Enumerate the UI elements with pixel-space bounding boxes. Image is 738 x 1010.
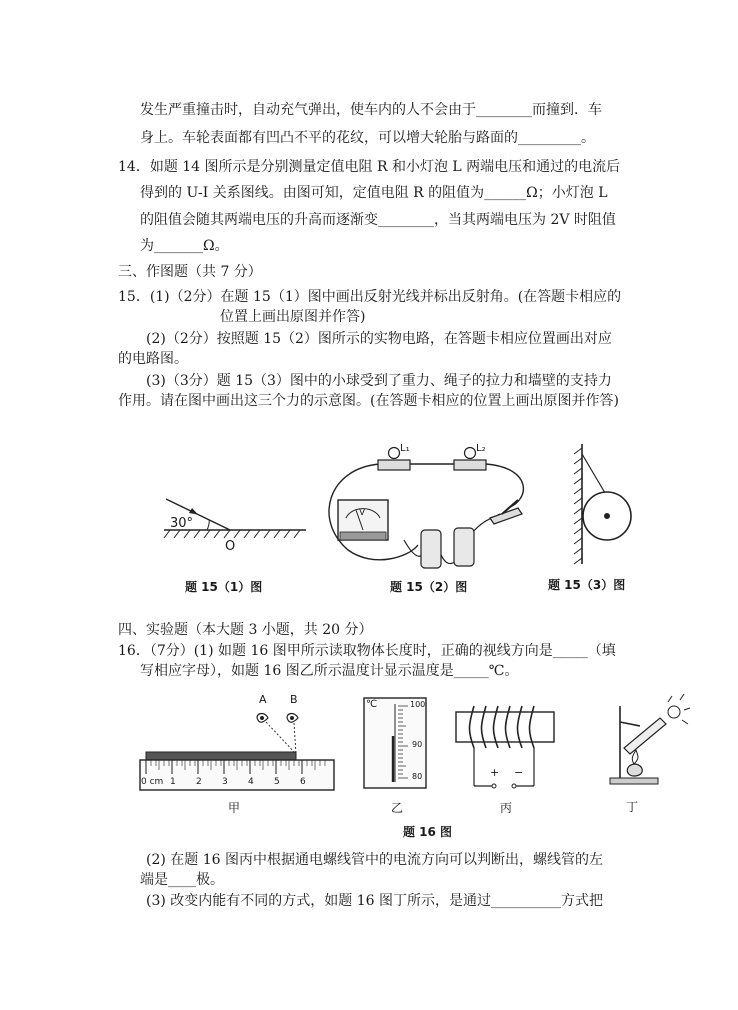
section-3-heading: 三、作图题（共 7 分） — [118, 264, 262, 280]
point-o-label: O — [225, 539, 236, 554]
question-14-line-2: 得到的 U-I 关系图线。由图可知，定值电阻 R 的阻值为______Ω；小灯泡 L — [140, 185, 608, 201]
ruler-tick-2: 2 — [196, 777, 202, 787]
figure-15-3-caption: 题 15（3）图 — [548, 578, 626, 592]
eye-b-label: B — [290, 693, 298, 706]
ruler-tick-5: 5 — [274, 777, 280, 787]
question-16-line-1: 16．（7分）(1) 如题 16 图甲所示读取物体长度时，正确的视线方向是_____（填 — [118, 643, 616, 659]
section-4-heading: 四、实验题（本大题 3 小题，共 20 分） — [118, 622, 373, 638]
figure-16-jia-ruler — [138, 690, 338, 800]
voltmeter-label: V — [359, 508, 366, 518]
ruler-tick-3: 3 — [222, 777, 228, 787]
question-15-line-3: (2)（2分）按照题 15（2）图所示的实物电路，在答题卡相应位置画出对应 — [146, 331, 612, 347]
label-bing: 丙 — [500, 801, 513, 815]
question-16-line-2: 写相应字母），如题 16 图乙所示温度计显示温度是_____℃。 — [140, 663, 519, 679]
angle-label: 30° — [170, 516, 194, 531]
bulb-l1-label: L₁ — [400, 443, 410, 454]
ruler-tick-6: 6 — [300, 777, 306, 787]
question-14-line-4: 为_______Ω。 — [140, 238, 229, 254]
question-16-line-3: (2) 在题 16 图丙中根据通电螺线管中的电流方向可以判断出，螺线管的左 — [146, 852, 603, 868]
eye-a-label: A — [259, 693, 267, 706]
thermometer-unit: ℃ — [366, 699, 378, 710]
question-14-line-3: 的阻值会随其两端电压的升高而逐渐变________，当其两端电压为 2V 时阻值 — [140, 212, 616, 228]
text-line-1: 发生严重撞击时，自动充气弹出，使车内的人不会由于________而撞到．车 — [140, 102, 602, 118]
ruler-tick-0: 0 cm — [141, 777, 164, 787]
ruler-tick-4: 4 — [248, 777, 254, 787]
figure-16-ding-heating — [600, 692, 692, 792]
text-line-2: 身上。车轮表面都有凹凸不平的花纹，可以增大轮胎与路面的_________。 — [140, 130, 595, 146]
figure-15-3 — [560, 440, 650, 570]
question-15-line-4: 的电路图。 — [118, 351, 188, 367]
thermometer-90: 90 — [412, 740, 423, 749]
question-15-line-5: (3)（3分）题 15（3）图中的小球受到了重力、绳子的拉力和墙壁的支持力 — [146, 373, 612, 389]
plus-terminal: + — [490, 766, 500, 779]
question-15-line-2: 位置上画出原图并作答) — [220, 309, 366, 325]
figure-15-2-caption: 题 15（2）图 — [390, 580, 468, 594]
question-15-line-6: 作用。请在图中画出这三个力的示意图。(在答题卡相应的位置上画出原图并作答) — [118, 393, 619, 409]
figure-16-caption: 题 16 图 — [403, 825, 453, 839]
bulb-l2-label: L₂ — [476, 443, 486, 454]
figure-16-bing-solenoid — [452, 700, 562, 796]
label-ding: 丁 — [626, 800, 639, 814]
minus-terminal: − — [514, 766, 524, 779]
thermometer-100: 100 — [410, 700, 426, 709]
question-15-line-1: 15．(1)（2分）在题 15（1）图中画出反射光线并标出反射角。(在答题卡相应的 — [118, 289, 622, 305]
figure-15-2 — [318, 440, 538, 575]
label-jia: 甲 — [228, 801, 241, 815]
question-16-line-5: (3) 改变内能有不同的方式，如题 16 图丁所示，是通过__________方式把 — [146, 893, 603, 909]
figure-15-1-caption: 题 15（1）图 — [185, 580, 263, 594]
label-yi: 乙 — [391, 801, 404, 815]
question-16-line-4: 端是____极。 — [140, 872, 224, 888]
thermometer-80: 80 — [412, 772, 423, 781]
question-14-line-1: 14．如题 14 图所示是分别测量定值电阻 R 和小灯泡 L 两端电压和通过的电流后 — [118, 159, 621, 175]
ruler-tick-1: 1 — [170, 777, 176, 787]
